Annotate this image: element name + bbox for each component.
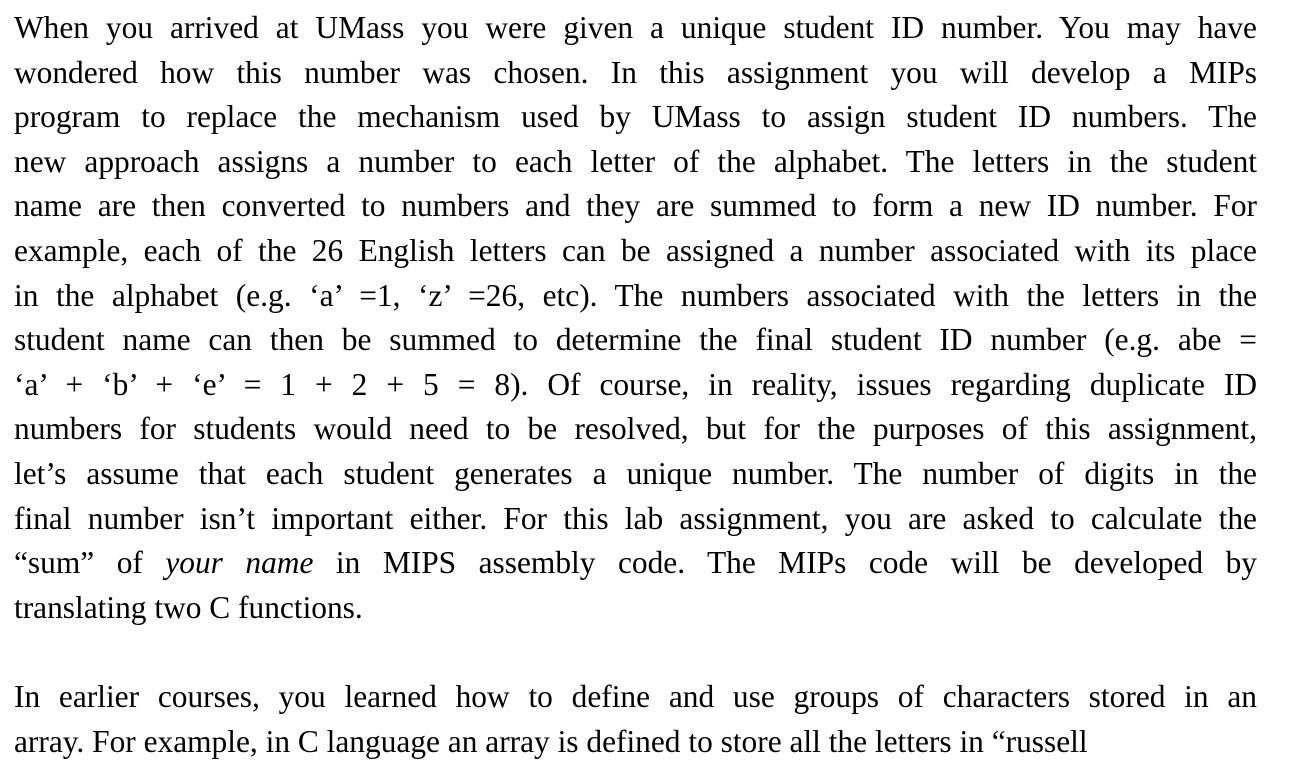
text-line: name are then converted to numbers and they are summed to form a new ID number. For xyxy=(14,188,1257,224)
document-page xyxy=(14,6,1257,764)
text-line-mixed xyxy=(14,541,1257,586)
text-line: new approach assigns a number to each letter of the alphabet. The letters in the student xyxy=(14,143,1257,179)
text-line: wondered how this number was chosen. In this assignment you will develop a MIPs xyxy=(14,54,1257,90)
text-line: student name can then be summed to determine the final student ID number (e.g. abe = xyxy=(14,322,1257,358)
paragraph-arrays xyxy=(14,675,1257,764)
text-line: program to replace the mechanism used by UMass to assign student ID numbers. The xyxy=(14,99,1257,135)
text-line: example, each of the 26 English letters can be assigned a number associated with its place xyxy=(14,232,1257,268)
paragraph-intro xyxy=(14,6,1257,630)
text-line: translating two C functions. xyxy=(14,589,363,625)
text-segment: in MIPS assembly code. The MIPs code will be developed by xyxy=(313,545,1257,581)
text-line: ‘a’ + ‘b’ + ‘e’ = 1 + 2 + 5 = 8). Of course, in reality, issues regarding duplicate ID xyxy=(14,366,1257,402)
text-line: numbers for students would need to be resolved, but for the purposes of this assignment, xyxy=(14,411,1257,447)
text-line: in the alphabet (e.g. ‘a’ =1, ‘z’ =26, etc). The numbers associated with the letters in the xyxy=(14,277,1257,313)
text-line: final number isn’t important either. For this lab assignment, you are asked to calculate the xyxy=(14,500,1257,536)
text-line: When you arrived at UMass you were given a unique student ID number. You may have xyxy=(14,10,1257,45)
paragraph-gap xyxy=(14,630,1257,675)
text-segment: “sum” of xyxy=(14,545,166,581)
text-line: array. For example, in C language an array is defined to store all the letters in “russell xyxy=(14,723,1088,759)
text-line: let’s assume that each student generates a unique number. The number of digits in the xyxy=(14,455,1257,491)
text-line: In earlier courses, you learned how to define and use groups of characters stored in an xyxy=(14,678,1257,714)
italic-emphasis: your name xyxy=(165,545,314,581)
